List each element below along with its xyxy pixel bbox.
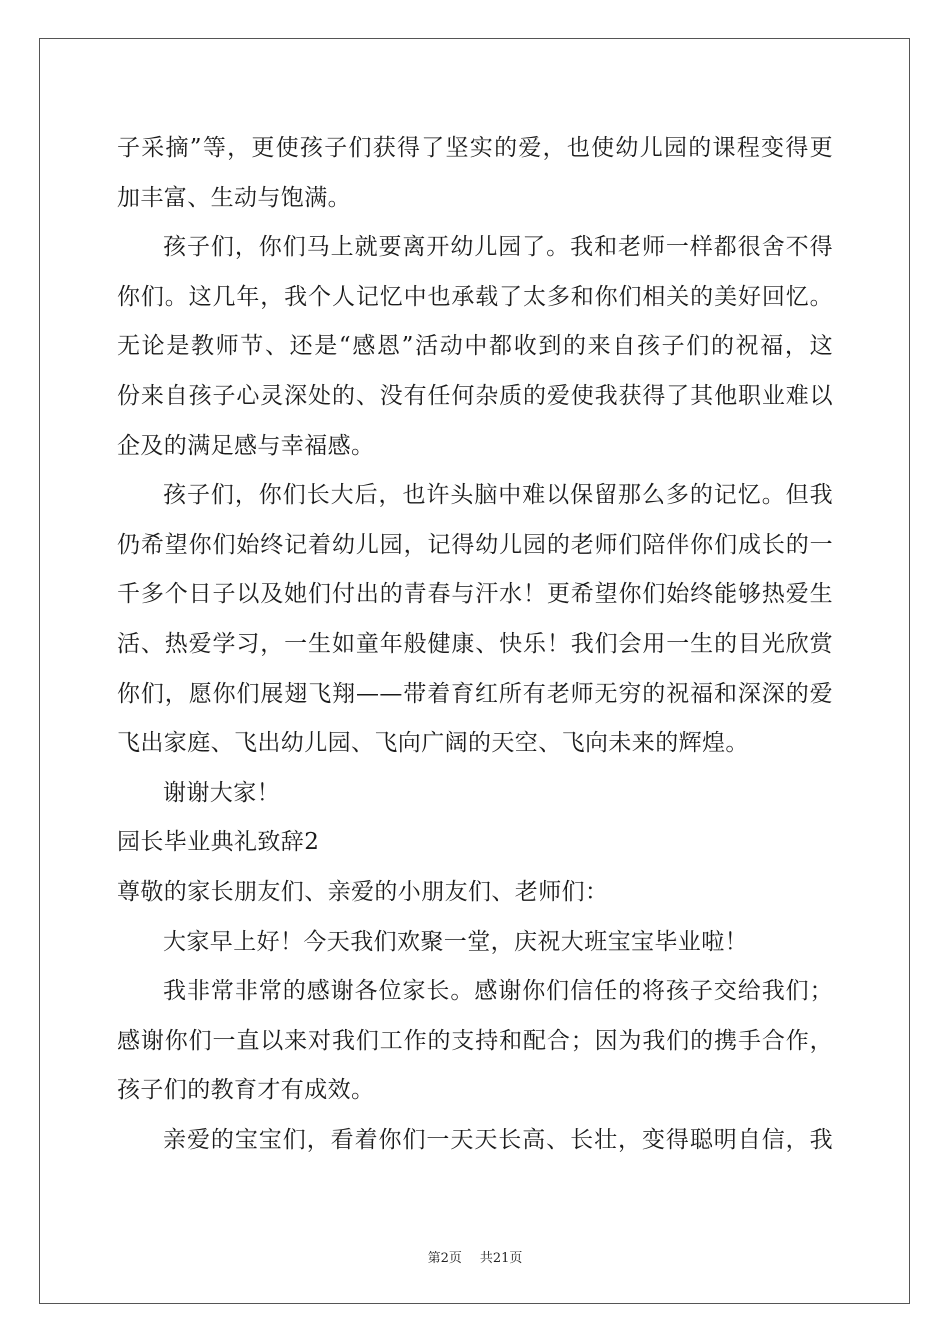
text-line: 活、热爱学习，一生如童年般健康、快乐！我们会用一生的目光欣赏 [117,630,833,657]
text-line: 孩子们的教育才有成效。 [117,1077,375,1104]
text-line: 份来自孩子心灵深处的、没有任何杂质的爱使我获得了其他职业难以 [117,382,833,409]
page-footer [0,1247,950,1266]
text-line: 你们。这几年，我个人记忆中也承载了太多和你们相关的美好回忆。 [117,283,833,310]
text-line: 无论是教师节、还是“感恩”活动中都收到的来自孩子们的祝福，这 [117,333,833,360]
document-body [117,124,833,1165]
text-line: 加丰富、生动与饱满。 [117,184,351,211]
text-line: 子采摘”等，更使孩子们获得了坚实的爱，也使幼儿园的课程变得更 [117,135,833,161]
section-heading: 园长毕业典礼致辞2 [117,829,320,856]
paragraph-first-line: 孩子们，你们长大后，也许头脑中难以保留那么多的记忆。但我 [163,482,833,509]
salutation: 尊敬的家长朋友们、亲爱的小朋友们、老师们： [117,878,609,905]
page-number: 第2页 [427,1251,462,1266]
text-line: 感谢你们一直以来对我们工作的支持和配合；因为我们的携手合作， [117,1027,833,1054]
text-line: 企及的满足感与幸福感。 [117,432,375,459]
paragraph-first-line: 孩子们，你们马上就要离开幼儿园了。我和老师一样都很舍不得 [163,234,833,261]
paragraph-first-line: 大家早上好！今天我们欢聚一堂，庆祝大班宝宝毕业啦！ [163,928,748,955]
paragraph-first-line: 谢谢大家！ [163,779,280,806]
text-line: 你们，愿你们展翅飞翔——带着育红所有老师无穷的祝福和深深的爱 [117,680,833,707]
page-total: 共21页 [479,1251,523,1266]
text-line: 飞出家庭、飞出幼儿园、飞向广阔的天空、飞向未来的辉煌。 [117,730,749,757]
paragraph-first-line: 我非常非常的感谢各位家长。感谢你们信任的将孩子交给我们； [163,978,833,1005]
paragraph-first-line: 亲爱的宝宝们，看着你们一天天长高、长壮，变得聪明自信，我 [163,1126,833,1153]
text-line: 仍希望你们始终记着幼儿园，记得幼儿园的老师们陪伴你们成长的一 [117,531,833,558]
text-line: 千多个日子以及她们付出的青春与汗水！更希望你们始终能够热爱生 [117,581,833,608]
